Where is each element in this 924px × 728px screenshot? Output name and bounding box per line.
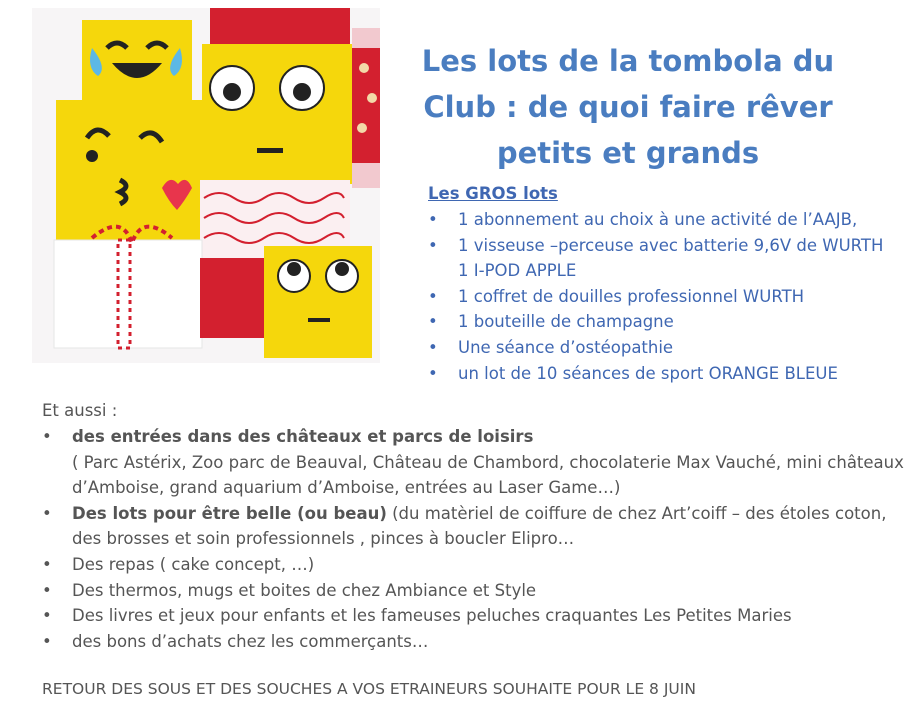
- list-item: • des bons d’achats chez les commerçants…: [42, 629, 912, 655]
- list-item: 1 I-POD APPLE: [458, 261, 577, 281]
- white-gift-box: [54, 227, 202, 348]
- list-item: • Une séance d’ostéopathie: [428, 335, 883, 361]
- bullet-icon: •: [42, 554, 52, 574]
- list-item: • des entrées dans des châteaux et parcs de loisirs ( Parc Astérix, Zoo parc de Beauval, Château de Chambord, chocolaterie Max Vauché, mini châteaux d’Amboise, grand aquarium d’Amboise, entrées au Laser Game…): [42, 424, 912, 501]
- list-item: • Des lots pour être belle (ou beau) (du matèriel de coiffure de chez Art’coiff – des étoles coton, des brosses et soin professionnels , pinces à boucler Elipro…: [42, 501, 912, 552]
- bullet-icon: •: [428, 286, 438, 306]
- emoji-gift-boxes-photo: [32, 8, 380, 363]
- bullet-icon: •: [42, 427, 52, 446]
- bullet-icon: •: [428, 235, 438, 255]
- kiss-emoji-box: [56, 100, 206, 240]
- laughing-emoji-box: [82, 20, 192, 112]
- bullet-icon: •: [428, 210, 438, 229]
- gros-lots-heading: Les GROS lots: [428, 184, 558, 203]
- bullet-icon: •: [42, 503, 52, 523]
- bullet-icon: •: [428, 363, 438, 383]
- list-item: • un lot de 10 séances de sport ORANGE BLEUE: [428, 361, 883, 387]
- et-aussi-section: [42, 398, 912, 654]
- list-item: • 1 bouteille de champagne: [428, 309, 883, 335]
- eyes-emoji-box: [202, 44, 352, 184]
- bullet-icon: •: [428, 337, 438, 357]
- gros-lots-list: [428, 207, 883, 386]
- page-title: Les lots de la tombola du Club : de quoi faire rêver petits et grands: [421, 44, 835, 170]
- gros-lots-section: [428, 181, 883, 386]
- rolling-eyes-emoji-box: [264, 246, 372, 358]
- bullet-icon: •: [428, 312, 438, 332]
- list-item: • Des thermos, mugs et boites de chez Ambiance et Style: [42, 578, 912, 604]
- bullet-icon: •: [42, 580, 52, 600]
- list-item: • 1 visseuse –perceuse avec batterie 9,6V de WURTH: [428, 233, 883, 259]
- bullet-icon: •: [42, 631, 52, 651]
- et-aussi-list: [42, 424, 912, 654]
- list-item: • 1 coffret de douilles professionnel WURTH: [428, 284, 883, 310]
- bullet-icon: •: [42, 606, 52, 626]
- et-aussi-intro: Et aussi :: [42, 401, 118, 420]
- list-item: • 1 abonnement au choix à une activité de l’AAJB,: [428, 207, 883, 233]
- list-item: • Des livres et jeux pour enfants et les fameuses peluches craquantes Les Petites Maries: [42, 603, 912, 629]
- list-item: • Des repas ( cake concept, …): [42, 552, 912, 578]
- footer-note: RETOUR DES SOUS ET DES SOUCHES A VOS ETRAINEURS SOUHAITE POUR LE 8 JUIN: [42, 680, 696, 698]
